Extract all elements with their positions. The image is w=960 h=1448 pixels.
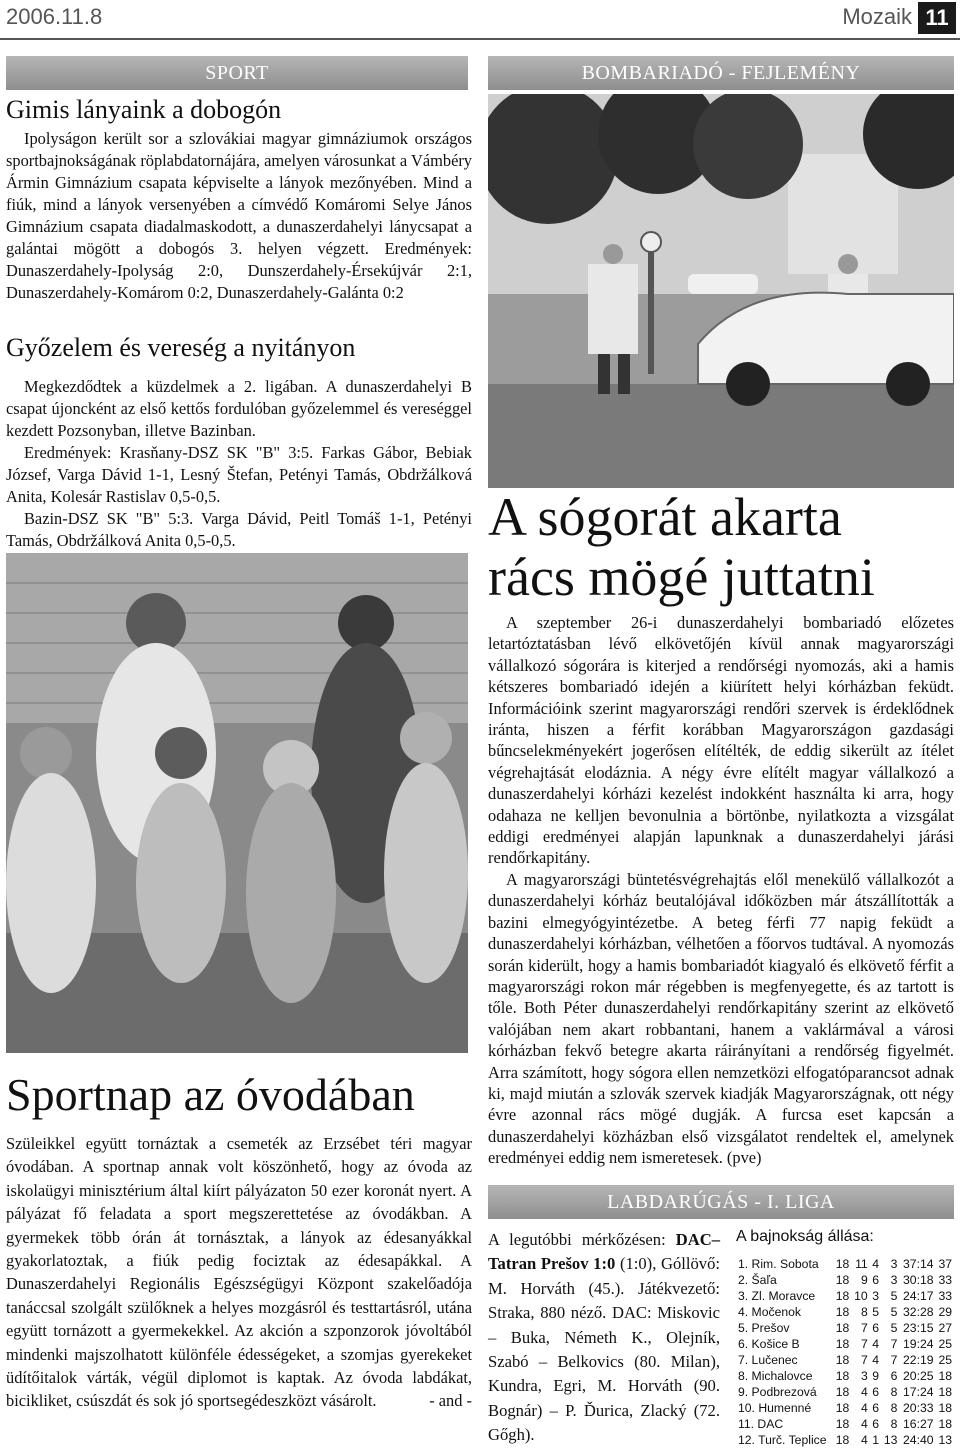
team-name: 2. Šaľa <box>738 1273 777 1287</box>
sport-section-band: SPORT <box>6 56 468 90</box>
league-row <box>736 1272 954 1288</box>
team-stat: 13 <box>883 1433 898 1447</box>
team-stat: 6 <box>872 1321 879 1335</box>
team-stat: 37:14 <box>903 1257 934 1271</box>
league-title: A bajnokság állása: <box>736 1228 874 1245</box>
article-liga <box>488 1228 720 1448</box>
team-stat: 18 <box>938 1369 952 1383</box>
league-row <box>736 1256 954 1272</box>
team-stat: 4 <box>872 1257 879 1271</box>
league-row <box>736 1432 954 1448</box>
team-stat: 32:28 <box>903 1305 934 1319</box>
team-stat: 6 <box>872 1417 879 1431</box>
team-stat: 6 <box>872 1385 879 1399</box>
kindergarten-photo <box>6 553 468 1053</box>
team-stat: 4 <box>872 1353 879 1367</box>
police-photo <box>488 94 954 488</box>
team-stat: 6 <box>890 1369 898 1383</box>
team-stat: 11 <box>855 1257 868 1271</box>
team-stat: 18 <box>835 1385 850 1399</box>
article-sogor-body <box>488 612 954 1169</box>
team-stat: 13 <box>938 1433 952 1447</box>
bomb-section-band: BOMBARIADÓ - FEJLEMÉNY <box>488 56 954 90</box>
team-name: 5. Prešov <box>738 1321 790 1335</box>
article-gyozelem-paragraph: Megkezdődtek a küzdelmek a 2. ligában. A dunaszerdahelyi B csapat újoncként az első kettős fordulóban győzelemmel és vereséggel kezdett Pozsonyban, illetve Bazinban. <box>6 377 472 440</box>
team-name: 9. Podbrezová <box>738 1385 817 1399</box>
team-stat: 30:18 <box>903 1273 934 1287</box>
team-stat: 1 <box>872 1433 879 1447</box>
team-stat: 33 <box>938 1273 952 1287</box>
team-stat: 18 <box>835 1257 850 1271</box>
team-stat: 6 <box>872 1273 879 1287</box>
league-row <box>736 1368 954 1384</box>
team-stat: 7 <box>860 1321 868 1335</box>
article-sogor-paragraph: A szeptember 26-i dunaszerdahelyi bombariadó előzetes letartóztatásban lévő elkövetőjén kívül annak magyarországi vállalkozó sógorára is kiterjed a rendőrségi nyomozás, aki a hamis kétszeres bombariadó idején a kiürített helyi kórházban feküdt. Információink szerint magyarországi rendőri szervek is érdeklődnek iránta, hiszen a férfit korábban Magyarországon gazdasági bűncselekményekért jogerősen elítélték, de eddig sikerült az ítélet végrehajtását elodáznia. A négy évre elítélt magyar vállalkozó a dunaszerdahelyi kórházi kezelést indokként használta ki arra, hogy odahaza ne kelljen bevonulnia a börtönbe, nyilatkozta a vizsgálat eddigi eredményei alapján lapunknak a dunaszerdahelyi járási rendőrkapitány. <box>488 613 954 868</box>
team-stat: 17:24 <box>903 1385 934 1399</box>
article-sogor-title-line1: A sógorát akarta <box>488 487 842 547</box>
article-gimis <box>6 94 472 304</box>
team-stat: 22:19 <box>903 1353 934 1367</box>
league-row <box>736 1400 954 1416</box>
team-stat: 18 <box>938 1417 952 1431</box>
header-divider <box>0 38 960 40</box>
team-stat: 18 <box>835 1353 850 1367</box>
article-gimis-title: Gimis lányaink a dobogón <box>6 95 282 124</box>
team-name: 3. Zl. Moravce <box>738 1289 816 1303</box>
team-stat: 18 <box>835 1417 850 1431</box>
team-stat: 7 <box>860 1353 868 1367</box>
league-row <box>736 1304 954 1320</box>
team-stat: 18 <box>835 1321 850 1335</box>
team-stat: 3 <box>872 1289 879 1303</box>
match-result: DAC–Tatran Prešov 1:0 <box>488 1230 720 1274</box>
team-stat: 8 <box>890 1417 898 1431</box>
liga-section-band: LABDARÚGÁS - I. LIGA <box>488 1185 954 1219</box>
team-stat: 4 <box>860 1433 868 1447</box>
team-stat: 20:25 <box>903 1369 934 1383</box>
team-stat: 4 <box>860 1401 868 1415</box>
team-stat: 25 <box>938 1353 952 1367</box>
team-stat: 8 <box>890 1385 898 1399</box>
team-stat: 3 <box>860 1369 868 1383</box>
team-stat: 4 <box>872 1337 879 1351</box>
team-stat: 4 <box>860 1417 868 1431</box>
team-stat: 3 <box>890 1257 898 1271</box>
team-name: 11. DAC <box>738 1417 784 1431</box>
team-stat: 25 <box>938 1337 952 1351</box>
team-stat: 18 <box>835 1337 850 1351</box>
league-row <box>736 1288 954 1304</box>
team-stat: 23:15 <box>903 1321 934 1335</box>
league-row <box>736 1336 954 1352</box>
article-sogor <box>488 486 954 1169</box>
league-table <box>736 1256 954 1448</box>
team-stat: 7 <box>890 1353 898 1367</box>
article-gyozelem <box>6 332 472 552</box>
article-sportnap-text: Szüleikkel együtt tornáztak a csemeték az Erzsébet téri magyar óvodában. A sportnap annak volt köszönhető, hogy az óvoda az iskolaügyi minisztérium által kiírt pályázaton 50 ezer koronát nyert. A pályázat fő feladata a sport megszerettetése az óvodákban. A gyermekek több órán át tornásztak, a lányok az édesanyákkal gyakorlatoztak, a fiúk pedig fociztak az édesapákkal. A Dunaszerdahelyi Regionális Egészségügyi Központ szakelőadója tanáccsal szolgált szülőknek a helyes mozgásról és testtartásról, utána együtt tornázott a gyermekekkel. Az akción a szponzorok jóvoltából mindenki majszolhatott különféle édességeket, a szomjas gyerekeket üdítőitalok várták, végül diplomot is kaptak. Az óvoda labdákat, bicikliket, csúszdát és sok jó sportsegédeszközt vásárolt. - and - <box>6 1132 472 1413</box>
article-gyozelem-paragraph: Bazin-DSZ SK "B" 5:3. Varga Dávid, Peitl Tomáš 1-1, Petényi Tamás, Obdržálková Anita 0,5-0,5. <box>6 509 472 550</box>
league-row <box>736 1320 954 1336</box>
page-number-badge: 11 <box>918 2 956 34</box>
league-row <box>736 1352 954 1368</box>
team-name: 4. Močenok <box>738 1305 802 1319</box>
team-stat: 18 <box>938 1401 952 1415</box>
team-name: 7. Lučenec <box>738 1353 798 1367</box>
team-stat: 18 <box>835 1433 850 1447</box>
team-name: 12. Turč. Teplice <box>738 1433 827 1447</box>
team-stat: 5 <box>890 1321 898 1335</box>
team-stat: 7 <box>890 1337 898 1351</box>
team-stat: 24:40 <box>903 1433 934 1447</box>
article-gyozelem-paragraph: Eredmények: Krasňany-DSZ SK "B" 3:5. Farkas Gábor, Bebiak József, Varga Dávid 1-1, Lesný Štefan, Petényi Tamás, Obdržálková Anita, Kolesár Rastislav 0,5-0,5. <box>6 443 472 506</box>
team-stat: 7 <box>860 1337 868 1351</box>
team-stat: 3 <box>890 1273 898 1287</box>
team-stat: 10 <box>854 1289 868 1303</box>
article-gimis-text: Ipolyságon került sor a szlovákiai magyar gimnáziumok országos sportbajnokságának röplabdatornájára, amelyen városunkat a Vámbéry Ármin Gimnázium csapata képviselte a lányok mezőnyében. Mind a fiúk, mind a lányok versenyében a címvédő Komáromi Selye János Gimnázium csapata diadalmaskodott, a dunaszerdahelyi lánycsapat a galántai mögött a dobogós 3. helyen végzett. Eredmények: Dunaszerdahely-Ipolyság 2:0, Dunszerdahely-Érsekújvár 2:1, Dunaszerdahely-Komárom 0:2, Dunaszerdahely-Galánta 0:2 <box>6 129 472 302</box>
team-stat: 5 <box>890 1289 898 1303</box>
team-name: 1. Rim. Sobota <box>738 1257 819 1271</box>
team-stat: 18 <box>835 1401 850 1415</box>
team-stat: 37 <box>938 1257 952 1271</box>
league-row <box>736 1416 954 1432</box>
article-sportnap-body <box>6 1132 472 1413</box>
team-stat: 27 <box>938 1321 952 1335</box>
team-stat: 5 <box>890 1305 898 1319</box>
team-stat: 18 <box>938 1385 952 1399</box>
team-stat: 5 <box>872 1305 879 1319</box>
team-stat: 18 <box>835 1273 850 1287</box>
team-stat: 4 <box>860 1385 868 1399</box>
article-liga-body <box>488 1228 720 1448</box>
article-gyozelem-title: Győzelem és vereség a nyitányon <box>6 333 356 362</box>
team-stat: 16:27 <box>903 1417 934 1431</box>
league-standings <box>736 1228 956 1448</box>
team-stat: 19:24 <box>903 1337 934 1351</box>
team-stat: 33 <box>938 1289 952 1303</box>
team-stat: 6 <box>872 1401 879 1415</box>
team-stat: 18 <box>835 1305 850 1319</box>
article-gimis-body <box>6 128 472 304</box>
team-stat: 18 <box>835 1369 850 1383</box>
article-sogor-title-line2: rács mögé juttatni <box>488 547 875 607</box>
team-stat: 9 <box>860 1273 868 1287</box>
section-name: Mozaik <box>842 4 912 29</box>
article-gyozelem-body <box>6 376 472 552</box>
article-sportnap-title: Sportnap az óvodában <box>6 1069 415 1120</box>
team-stat: 29 <box>938 1305 952 1319</box>
team-stat: 9 <box>872 1369 879 1383</box>
article-sportnap-author: - and - <box>429 1391 472 1411</box>
issue-date: 2006.11.8 <box>6 4 103 29</box>
team-name: 10. Humenné <box>738 1401 812 1415</box>
article-sogor-paragraph: A magyarországi büntetésvégrehajtás elől menekülő vállalkozót a dunaszerdahelyi kórház beutalójával időközben már átszállították a bazini elmegyógyintézetbe. A beteg férfi 77 napig feküdt a dunaszerdahelyi kórházban, vélhetően a főorvos tudtával. A nyomozás során kiderült, hogy a hamis bombariadót kiagyaló és elkövető férfit a magyarországi rokon már régebben is megfenyegette, és az tartott is tőle. Both Péter dunaszerdahelyi rendőrkapitány szerint az elkövető valójában nem akart robbantani, hanem a vaklármával a városi kórházban fekvő betegre akarta ráirányítani a rendőrség figyelmét. Arra számított, hogy sógora ellen nemzetközi elfogatóparancsot adnak ki, majd miután a szlovák szervek kiadják Magyarországnak, ott négy évre azonnal rács mögé dugják. A furcsa eset kapcsán a dunaszerdahelyi közházban első vizsgálatot rendeltek el, amelynek eredményei eddig nem ismeretesek. (pve) <box>488 869 954 1168</box>
team-stat: 8 <box>890 1401 898 1415</box>
team-name: 6. Košice B <box>738 1337 800 1351</box>
team-stat: 8 <box>860 1305 868 1319</box>
article-sportnap <box>6 1068 472 1413</box>
league-row <box>736 1384 954 1400</box>
team-name: 8. Michalovce <box>738 1369 813 1383</box>
team-stat: 20:33 <box>903 1401 934 1415</box>
team-stat: 18 <box>835 1289 850 1303</box>
article-liga-text: A legutóbbi mérkőzésen: DAC–Tatran Prešov 1:0 (1:0), Góllövő: M. Horváth (45.). Játékvezető: Straka, 880 néző. DAC: Miskovic – Buka, Németh K., Olejník, Szabó – Belkovics (80. Milan), Kundra, Egri, M. Horváth (90. Bognár) – P. Ďurica, Zlacký (72. Gőgh). <box>488 1230 720 1445</box>
team-stat: 24:17 <box>903 1289 934 1303</box>
